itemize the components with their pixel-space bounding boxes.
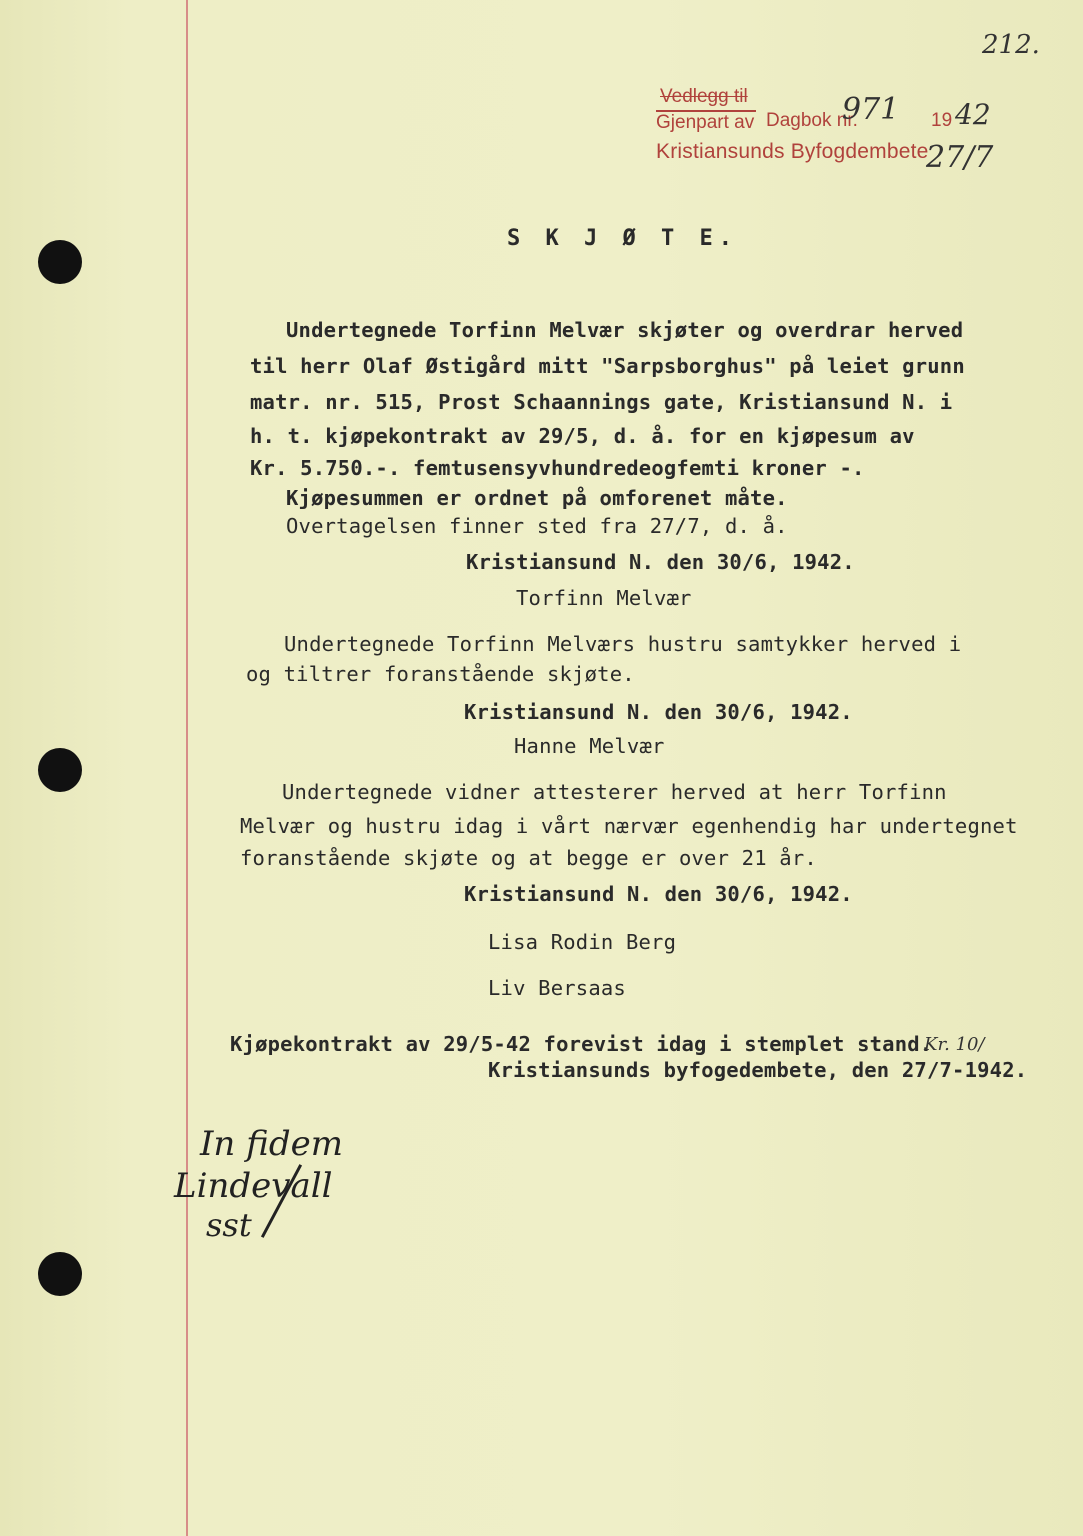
page-number: 212. <box>982 30 1040 60</box>
note-line: Kristiansunds byfogedembete, den 27/7-1942. <box>488 1058 1028 1082</box>
punch-hole <box>38 748 82 792</box>
deed-line: Kr. 5.750.-. femtusensyvhundredeogfemti kroner -. <box>250 456 865 480</box>
deed-line: til herr Olaf Østigård mitt "Sarpsborghus" på leiet grunn <box>250 354 965 378</box>
deed-line: Overtagelsen finner sted fra 27/7, d. å. <box>286 514 788 538</box>
stamp-year-prefix: 19 <box>931 110 953 131</box>
deed-line: h. t. kjøpekontrakt av 29/5, d. å. for en kjøpesum av <box>250 424 915 448</box>
place-date: Kristiansund N. den 30/6, 1942. <box>466 550 855 574</box>
witness-line: Undertegnede vidner attesterer herved at herr Torfinn <box>282 780 947 804</box>
witness-name: Liv Bersaas <box>488 976 626 1000</box>
stamp-office: Kristiansunds Byfogdembete <box>656 140 929 163</box>
signer-name: Hanne Melvær <box>514 734 665 758</box>
certification-signature: Lindevall <box>174 1166 333 1206</box>
consent-line: Undertegnede Torfinn Melværs hustru samtykker herved i <box>284 632 962 656</box>
stamp-year-suffix: 42 <box>955 98 991 131</box>
registered-date: 27/7 <box>926 140 994 175</box>
punch-hole <box>38 1252 82 1296</box>
stamp-struck-label: Vedlegg til <box>660 86 748 107</box>
document-title: S K J Ø T E. <box>507 226 738 251</box>
punch-hole <box>38 240 82 284</box>
note-handwritten: Kr. 10/ <box>924 1034 985 1055</box>
place-date: Kristiansund N. den 30/6, 1942. <box>464 700 853 724</box>
place-date: Kristiansund N. den 30/6, 1942. <box>464 882 853 906</box>
note-line: Kjøpekontrakt av 29/5-42 forevist idag i stemplet stand. <box>230 1032 933 1056</box>
margin-line <box>186 0 188 1536</box>
deed-line: Kjøpesummen er ordnet på omforenet måte. <box>286 486 788 510</box>
deed-line: Undertegnede Torfinn Melvær skjøter og overdrar herved <box>286 318 964 342</box>
consent-line: og tiltrer foranstående skjøte. <box>246 662 635 686</box>
witness-name: Lisa Rodin Berg <box>488 930 677 954</box>
certification-line: sst <box>206 1206 252 1244</box>
deed-line: matr. nr. 515, Prost Schaannings gate, Kristiansund N. i <box>250 390 953 414</box>
signer-name: Torfinn Melvær <box>516 586 692 610</box>
certification-line: In fidem <box>200 1124 343 1164</box>
stamp-dagbok-label: Dagbok nr. <box>766 110 858 131</box>
witness-line: Melvær og hustru idag i vårt nærvær egenhendig har undertegnet <box>240 814 1018 838</box>
stamp-copy-label: Gjenpart av <box>656 112 755 133</box>
witness-line: foranstående skjøte og at begge er over 21 år. <box>240 846 817 870</box>
dagbok-number: 971 <box>842 92 900 127</box>
